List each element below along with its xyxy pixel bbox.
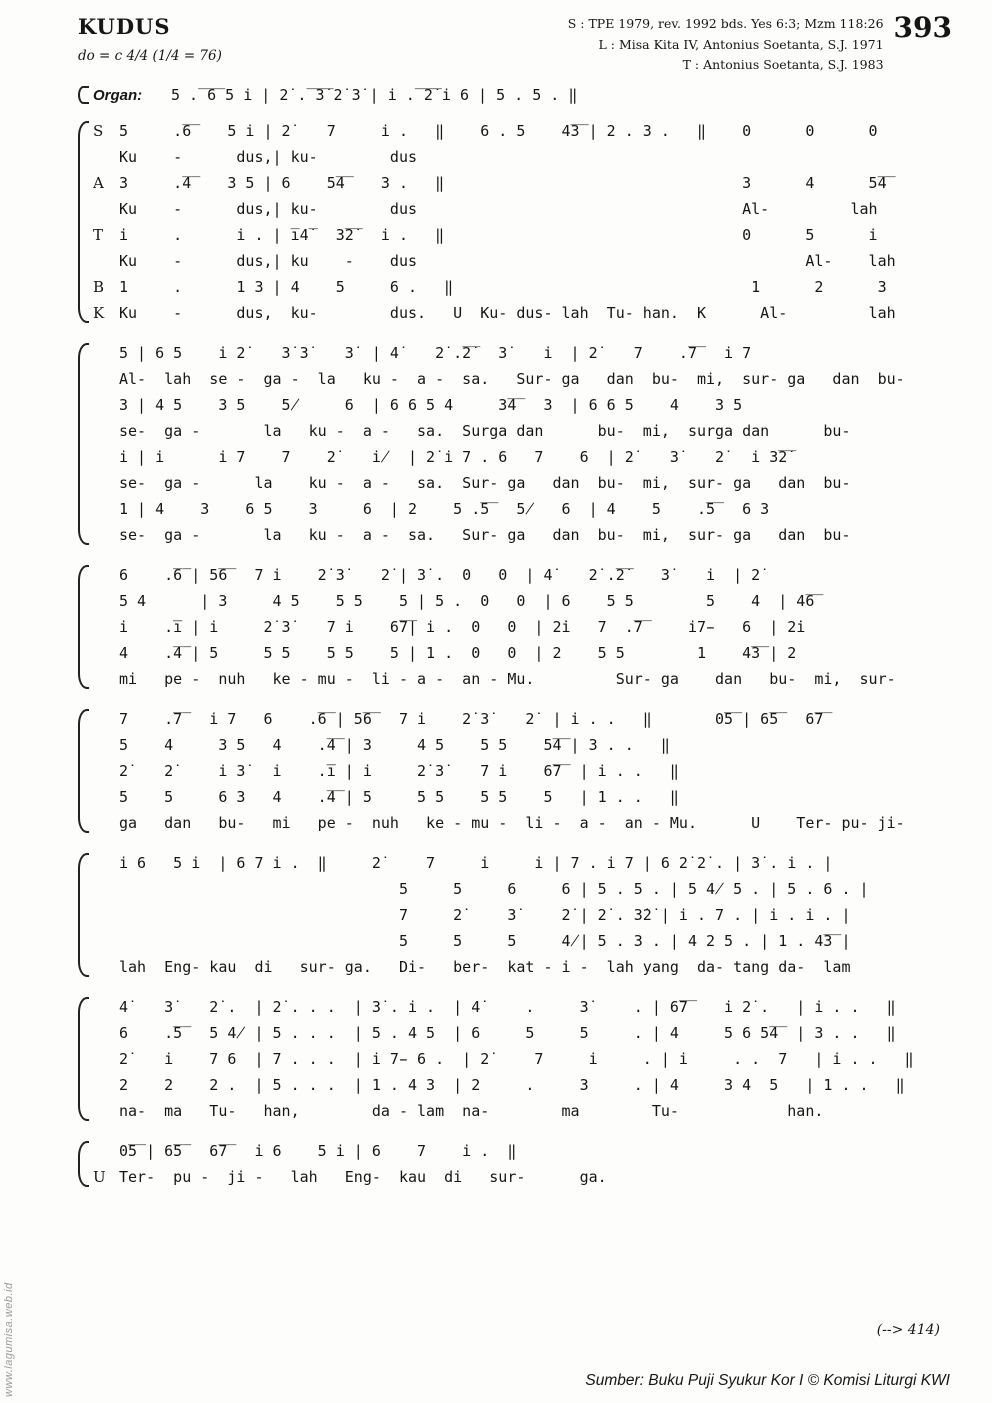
notation-line: 0̅5̅ | 6̅5̅ 6̅7̅ i 6 5 i | 6 7 i . ‖	[93, 1138, 956, 1164]
voice-label	[93, 614, 119, 640]
system-brace	[78, 565, 89, 689]
voice-label	[93, 1020, 119, 1046]
voice-label: B	[93, 277, 105, 296]
lyric-line: Ku - dus,| ku - dus Al- lah	[93, 248, 956, 274]
header	[0, 0, 992, 76]
notation-line: i 6 5 i | 6 7 i . ‖ 2̇ 7 i i | 7 . i 7 | 6 2̇ 2̇ . | 3̇ . i . |	[93, 850, 956, 876]
lyric-line: lah Eng- kau di sur- ga. Di- ber- kat - i - lah yang da- tang da- lam	[93, 954, 956, 980]
source-credit: Sumber: Buku Puji Syukur Kor I © Komisi Liturgi KWI	[585, 1372, 950, 1389]
voice-label	[93, 954, 119, 980]
notation-line: 2 2 2 . | 5 . . . | 1 . 4 3 | 2 . 3 . | 4 3 4 5 | 1 . . ‖	[93, 1072, 956, 1098]
watermark: www.lagumisa.web.id	[3, 1282, 15, 1397]
voice-label	[93, 562, 119, 588]
voice-label: T	[93, 225, 104, 244]
voice-label	[93, 470, 119, 496]
voice-label	[93, 1098, 119, 1124]
notation-line: 5 5 5 4̸| 5 . 3 . | 4 2 5 . | 1 . 4̅3̅ |	[93, 928, 956, 954]
voice-label	[93, 1072, 119, 1098]
voice-label	[93, 640, 119, 666]
ref-line-source: S : TPE 1979, rev. 1992 bds. Yes 6:3; Mzm 118:26	[567, 16, 884, 31]
voice-label: A	[93, 173, 104, 192]
notation-line: T i . i . | i̅4̇̅ 3̇̅2̇̅ i . ‖ 0 5 i	[93, 222, 956, 248]
lyric-line: se- ga - la ku - a - sa. Surga dan bu- mi, surga dan bu-	[93, 418, 956, 444]
system-6	[78, 994, 956, 1124]
notation-line: 2̇ i 7 6 | 7 . . . | i 7̵ 6 . | 2̇ 7 i . | i . . 7 | i . . ‖	[93, 1046, 956, 1072]
organ-intro	[78, 86, 956, 104]
voice-label	[93, 1046, 119, 1072]
voice-label	[93, 732, 119, 758]
notation-line: 5 4 3 5 4 .̅4̅ | 3 4 5 5 5 5̅4̅ | 3 . . ‖	[93, 732, 956, 758]
notation-line: 5 5 6 3 4 .̅4̅ | 5 5 5 5 5 5 | 1 . . ‖	[93, 784, 956, 810]
voice-label	[93, 444, 119, 470]
voice-label	[93, 392, 119, 418]
voice-label	[93, 496, 119, 522]
lyric-line: se- ga - la ku - a - sa. Sur- ga dan bu- mi, sur- ga dan bu-	[93, 522, 956, 548]
voice-label	[93, 758, 119, 784]
notation-line: i .̅i̅ | i 2̇ 3̇ 7 i 6̅7̅| i . 0 0 | 2̇i 7 .̅7̅ i7̵ 6 | 2̇i	[93, 614, 956, 640]
ref-line-lagu: L : Misa Kita IV, Antonius Soetanta, S.J. 1971	[598, 36, 884, 52]
voice-label	[93, 144, 119, 170]
notation-line: 2̇ 2̇ i 3̇ i .̅i̅ | i 2̇ 3̇ 7 i 6̅7̅ | i . . ‖	[93, 758, 956, 784]
voice-label: U	[93, 1167, 106, 1186]
lyric-line: na- ma Tu- han, da - lam na- ma Tu- han.	[93, 1098, 956, 1124]
voice-label	[93, 784, 119, 810]
system-brace	[78, 709, 89, 833]
lyric-line: ga dan bu- mi pe - nuh ke - mu - li - a - an - Mu. U Ter- pu- ji-	[93, 810, 956, 836]
voice-label	[93, 810, 119, 836]
notation-line: 5 | 6 5 i 2̇ 3̇ 3̇ 3̇ | 4̇ 2̇ .̅2̇̅ 3̇ i | 2̇ 7 .̅7̅ i 7	[93, 340, 956, 366]
notation-line: i | i i 7 7 2̇ i̸ | 2̇ i 7 . 6 7 6 | 2̇ 3̇ 2̇ i 3̇̅2̇̅	[93, 444, 956, 470]
voice-label	[93, 248, 119, 274]
voice-label	[93, 994, 119, 1020]
ref-line-teks: T : Antonius Soetanta, S.J. 1983	[682, 57, 884, 73]
notation-line: 1 | 4 3 6 5 3 6 | 2 5 .̅5̅ 5̸ 6 | 4 5 .̅5̅ 6 3	[93, 496, 956, 522]
voice-label	[93, 366, 119, 392]
voice-label	[93, 588, 119, 614]
notation-line: 5 5 6 6 | 5 . 5 . | 5 4̸ 5 . | 5 . 6 . |	[93, 876, 956, 902]
system-5	[78, 850, 956, 980]
system-4	[78, 706, 956, 836]
notation-line: 5 4 | 3 4 5 5 5 5 | 5 . 0 0 | 6 5 5 5 4 | 4̅6̅	[93, 588, 956, 614]
lyric-line: U Ter- pu - ji - lah Eng- kau di sur- ga.	[93, 1164, 956, 1190]
voice-label	[93, 902, 119, 928]
page-title: KUDUS	[78, 14, 171, 39]
header-left	[78, 14, 222, 64]
voice-label	[93, 196, 119, 222]
lyric-line: K Ku - dus, ku- dus. U Ku- dus- lah Tu- han. K Al- lah	[93, 300, 956, 326]
notation-line: B 1 . 1 3 | 4 5 6 . ‖ 1 2 3	[93, 274, 956, 300]
voice-label	[93, 418, 119, 444]
system-brace	[78, 853, 89, 977]
notation-line: S 5 .̅6̅ 5 i | 2̇ 7 i . ‖ 6 . 5 4̅3̅ | 2 . 3 . ‖ 0 0 0	[93, 118, 956, 144]
system-brace	[78, 86, 89, 104]
lyric-line: Ku - dus,| ku- dus Al- lah	[93, 196, 956, 222]
notation-line: 6 .̅6̅ | 5̅6̅ 7 i 2̇ 3̇ 2̇ | 3̇ . 0 0 | 4̇ 2̇ .̅2̇̅ 3̇ i | 2̇	[93, 562, 956, 588]
voice-label	[93, 522, 119, 548]
lyric-line: Al- lah se - ga - la ku - a - sa. Sur- ga dan bu- mi, sur- ga dan bu-	[93, 366, 956, 392]
lyric-line: mi pe - nuh ke - mu - li - a - an - Mu. Sur- ga dan bu- mi, sur-	[93, 666, 956, 692]
voice-label: K	[93, 303, 105, 322]
goto-reference: (--> 414)	[876, 1322, 940, 1338]
notation-line: 4 .̅4̅ | 5 5 5 5 5 5 | 1 . 0 0 | 2 5 5 1 4̅3̅ | 2	[93, 640, 956, 666]
hymn-number: 393	[893, 11, 952, 44]
system-3	[78, 562, 956, 692]
voice-label	[93, 850, 119, 876]
voice-label	[93, 340, 119, 366]
voice-label	[93, 928, 119, 954]
lyric-line: Ku - dus,| ku- dus	[93, 144, 956, 170]
system-1	[78, 118, 956, 326]
system-brace	[78, 1141, 89, 1187]
notation-line: 3 | 4 5 3 5 5̸ 6 | 6 6 5 4 3̅4̅ 3 | 6 6 5 4 3 5	[93, 392, 956, 418]
header-right	[567, 11, 952, 76]
notation-line: A 3 .̅4̅ 3 5 | 6 5̅4̅ 3 . ‖ 3 4 5̅4̅	[93, 170, 956, 196]
voice-label	[93, 706, 119, 732]
notation-line: 4̇ 3̇ 2̇ . | 2̇ . . . | 3̇ . i . | 4̇ . 3̇ . | 6̅7̅ i 2̇ . | i . . ‖	[93, 994, 956, 1020]
voice-label: S	[93, 121, 104, 140]
notation-line: 7 2̇ 3̇ 2̇ | 2̇ . 3̇2̇ | i . 7 . | i . i . |	[93, 902, 956, 928]
notation-line: 6 .̅5̅ 5 4̸ | 5 . . . | 5 . 4 5 | 6 5 5 . | 4 5 6 5̅4̅ | 3 . . ‖	[93, 1020, 956, 1046]
lyric-line: se- ga - la ku - a - sa. Sur- ga dan bu- mi, sur- ga dan bu-	[93, 470, 956, 496]
organ-notes: 5 .̅ ̅6̅ 5 i | 2̇ .̅ ̅3̇̅ 2̇ 3̇ | i .̅ ̅2̇̅ i 6 | 5 . 5 . ‖	[171, 85, 578, 104]
key-signature: do = c 4/4 (1/4 = 76)	[78, 48, 222, 64]
voice-label	[93, 1138, 119, 1164]
voice-label	[93, 666, 119, 692]
organ-label: Organ:	[93, 86, 143, 104]
notation-line: 7 .̅7̅ i 7 6 .̅6̅ | 5̅6̅ 7 i 2̇ 3̇ 2̇ | i . . ‖ 0̅5̅ | 6̅5̅ 6̅7̅	[93, 706, 956, 732]
voice-label	[93, 876, 119, 902]
system-brace	[78, 121, 89, 323]
system-brace	[78, 343, 89, 545]
reference-lines	[568, 14, 884, 76]
system-brace	[78, 997, 89, 1121]
system-7	[78, 1138, 956, 1190]
system-2	[78, 340, 956, 548]
